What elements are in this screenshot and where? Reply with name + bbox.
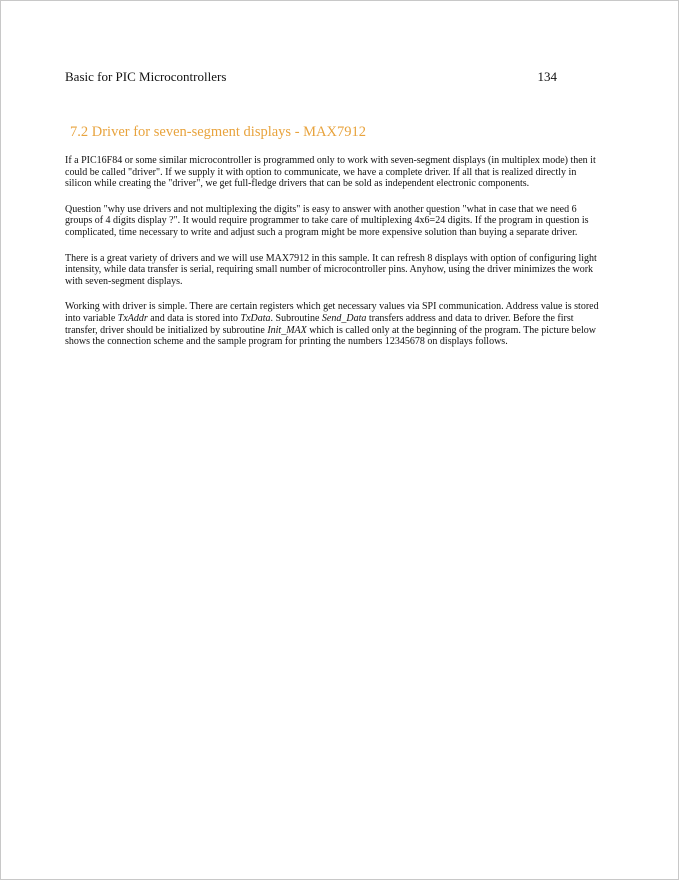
text-run: and data is stored into [147,312,241,324]
text-line [65,325,610,337]
text-run: . Subroutine [270,312,322,324]
paragraph-3 [65,253,610,288]
section-heading: 7.2 Driver for seven-segment displays - MAX7912 [70,124,366,140]
text-run: transfers address and data to driver. Before the first [366,312,574,324]
text-line: Working with driver is simple. There are certain registers which get necessary values via SPI communication. Address value is stored [65,301,599,313]
text-line: with seven-segment displays. [65,275,183,287]
text-line: silicon while creating the "driver", we get full-fledge drivers that can be sold as independent electronic components. [65,178,530,190]
paragraph-4 [65,301,610,347]
page-number: 134 [537,69,557,84]
text-line: groups of 4 digits display ?". It would require programmer to take care of multiplexing 4x6=24 digits. If the program in question is [65,215,589,227]
text-line: Question "why use drivers and not multiplexing the digits" is easy to answer with another question "what in case that we need 6 [65,203,577,215]
body-text [65,155,610,362]
paragraph-2 [65,204,610,239]
subroutine-name: Send_Data [321,312,367,324]
text-line: complicated, time necessary to write and adjust such a program might be more expensive solution than buying a separate driver. [65,226,578,238]
text-run: into variable [65,312,118,324]
text-run: which is called only at the beginning of the program. The picture below [306,324,596,336]
text-line [65,313,610,325]
text-line: intensity, while data transfer is serial, requiring small number of microcontroller pins. Anyhow, using the driver minimizes the work [65,264,594,276]
text-run: transfer, driver should be initialized by subroutine [65,324,268,336]
variable-name: TxData [240,312,271,324]
header-title: Basic for PIC Microcontrollers [65,69,227,84]
variable-name: TxAddr [117,312,148,324]
running-header [65,69,557,87]
text-line: shows the connection scheme and the sample program for printing the numbers 12345678 on displays follows. [65,336,508,348]
text-line: There is a great variety of drivers and we will use MAX7912 in this sample. It can refresh 8 displays with option of configuring light [65,252,597,264]
paragraph-1 [65,155,610,190]
text-line: could be called "driver". If we supply it with option to communicate, we have a complete driver. If all that is realized directly in [65,166,577,178]
subroutine-name: Init_MAX [267,324,307,336]
text-line: If a PIC16F84 or some similar microcontroller is programmed only to work with seven-segment displays (in multiplex mode) then it [65,155,596,166]
